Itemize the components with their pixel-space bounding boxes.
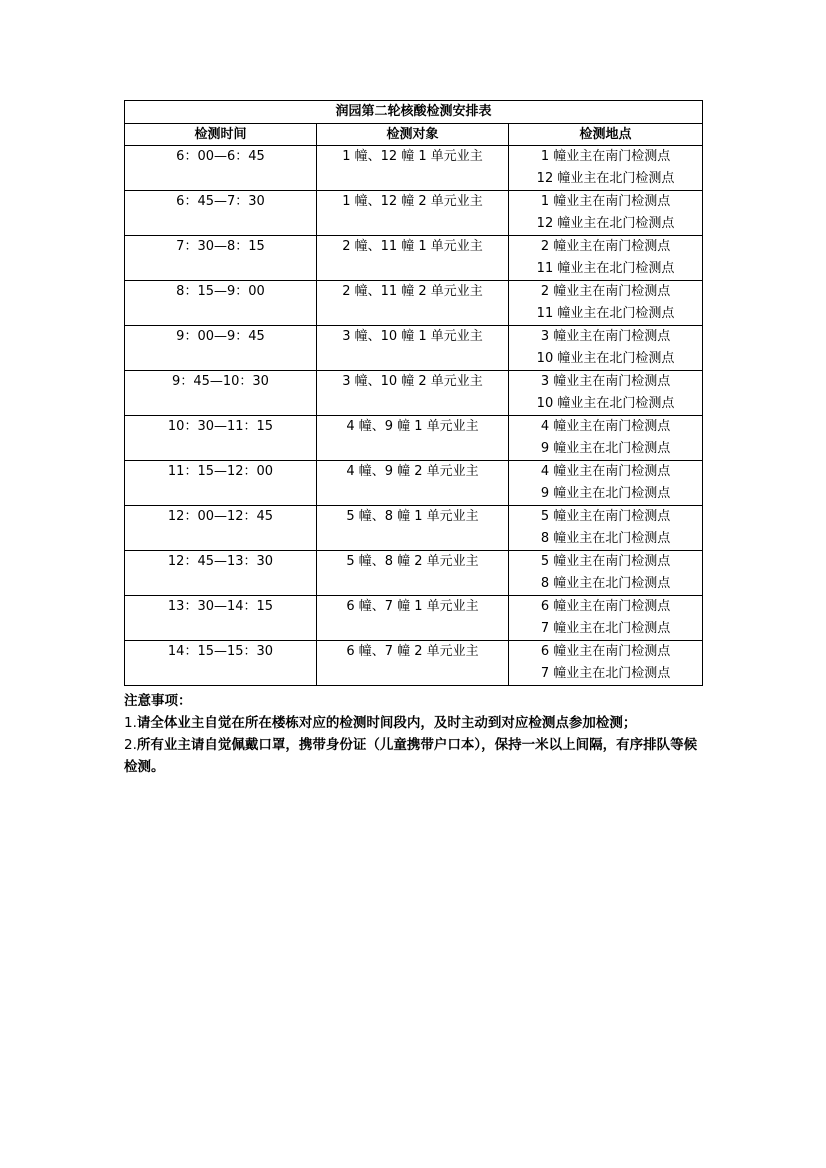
cell-time [125,371,317,416]
note-item-2 [124,734,702,778]
time-range: 9：00—9：45 [176,329,265,344]
target-group: 1 幢、12 幢 1 单元业主 [342,149,483,164]
time-range: 11：15—12：00 [167,464,274,479]
cell-location [509,506,703,551]
time-range: 6：45—7：30 [176,194,265,209]
table-row [125,506,703,551]
cell-location [509,416,703,461]
schedule-table [124,100,703,686]
location-south-gate: 5 幢业主在南门检测点 [540,509,671,524]
cell-time [125,281,317,326]
target-group: 4 幢、9 幢 1 单元业主 [346,419,479,434]
cell-time [125,506,317,551]
table-row [125,371,703,416]
table-row [125,326,703,371]
table-row [125,236,703,281]
location-south-gate: 6 幢业主在南门检测点 [540,644,671,659]
note-text: 请全体业主自觉在所在楼栋对应的检测时间段内，及时主动到对应检测点参加检测； [136,715,637,731]
time-range: 14：15—15：30 [167,644,274,659]
location-south-gate: 6 幢业主在南门检测点 [540,599,671,614]
note-item-1 [124,712,702,734]
cell-location [509,281,703,326]
time-range: 9：45—10：30 [172,374,269,389]
cell-location [509,641,703,686]
table-row [125,641,703,686]
table-row [125,281,703,326]
location-south-gate: 3 幢业主在南门检测点 [540,329,671,344]
cell-target [317,596,509,641]
note-text: 所有业主请自觉佩戴口罩，携带身份证（儿童携带户口本），保持一米以上间隔，有序排队等候检测。 [124,737,698,775]
location-north-gate: 9 幢业主在北门检测点 [540,486,671,501]
time-range: 12：00—12：45 [167,509,274,524]
cell-target [317,461,509,506]
location-south-gate: 4 幢业主在南门检测点 [540,419,671,434]
location-north-gate: 12 幢业主在北门检测点 [536,171,675,186]
table-row [125,596,703,641]
table-row [125,551,703,596]
location-north-gate: 10 幢业主在北门检测点 [536,396,675,411]
location-north-gate: 12 幢业主在北门检测点 [536,216,675,231]
target-group: 6 幢、7 幢 2 单元业主 [346,644,479,659]
time-range: 10：30—11：15 [167,419,274,434]
notes-section [124,690,702,778]
cell-target [317,551,509,596]
cell-target [317,281,509,326]
location-south-gate: 1 幢业主在南门检测点 [540,149,671,164]
location-south-gate: 1 幢业主在南门检测点 [540,194,671,209]
cell-location [509,326,703,371]
location-north-gate: 10 幢业主在北门检测点 [536,351,675,366]
cell-location [509,371,703,416]
header-location: 检测地点 [509,124,703,146]
header-target: 检测对象 [317,124,509,146]
cell-time [125,641,317,686]
location-south-gate: 4 幢业主在南门检测点 [540,464,671,479]
location-north-gate: 8 幢业主在北门检测点 [540,576,671,591]
cell-time [125,191,317,236]
location-north-gate: 9 幢业主在北门检测点 [540,441,671,456]
cell-location [509,146,703,191]
location-south-gate: 2 幢业主在南门检测点 [540,239,671,254]
note-number: 1. [124,715,137,731]
cell-time [125,236,317,281]
cell-time [125,326,317,371]
document-page [124,100,702,778]
location-north-gate: 7 幢业主在北门检测点 [540,666,671,681]
cell-time [125,146,317,191]
location-north-gate: 7 幢业主在北门检测点 [540,621,671,636]
table-row [125,146,703,191]
cell-time [125,596,317,641]
location-south-gate: 3 幢业主在南门检测点 [540,374,671,389]
table-row [125,461,703,506]
target-group: 3 幢、10 幢 1 单元业主 [342,329,483,344]
target-group: 6 幢、7 幢 1 单元业主 [346,599,479,614]
target-group: 3 幢、10 幢 2 单元业主 [342,374,483,389]
cell-target [317,326,509,371]
table-row [125,191,703,236]
table-header-row [125,124,703,146]
cell-time [125,416,317,461]
cell-target [317,416,509,461]
target-group: 2 幢、11 幢 1 单元业主 [342,239,483,254]
location-south-gate: 5 幢业主在南门检测点 [540,554,671,569]
target-group: 1 幢、12 幢 2 单元业主 [342,194,483,209]
table-body [125,146,703,686]
time-range: 8：15—9：00 [176,284,265,299]
time-range: 12：45—13：30 [167,554,274,569]
cell-target [317,506,509,551]
target-group: 4 幢、9 幢 2 单元业主 [346,464,479,479]
cell-time [125,551,317,596]
notes-heading: 注意事项： [124,693,192,709]
cell-target [317,191,509,236]
cell-location [509,596,703,641]
target-group: 5 幢、8 幢 2 单元业主 [346,554,479,569]
note-number: 2. [124,737,137,753]
time-range: 13：30—14：15 [167,599,274,614]
location-north-gate: 11 幢业主在北门检测点 [536,306,675,321]
cell-location [509,236,703,281]
cell-target [317,146,509,191]
location-north-gate: 11 幢业主在北门检测点 [536,261,675,276]
time-range: 6：00—6：45 [176,149,265,164]
cell-target [317,641,509,686]
table-title: 润园第二轮核酸检测安排表 [125,101,703,124]
cell-time [125,461,317,506]
location-north-gate: 8 幢业主在北门检测点 [540,531,671,546]
table-row [125,416,703,461]
cell-location [509,551,703,596]
cell-target [317,236,509,281]
table-title-row [125,101,703,124]
header-time: 检测时间 [125,124,317,146]
target-group: 2 幢、11 幢 2 单元业主 [342,284,483,299]
cell-location [509,191,703,236]
time-range: 7：30—8：15 [176,239,265,254]
target-group: 5 幢、8 幢 1 单元业主 [346,509,479,524]
cell-target [317,371,509,416]
location-south-gate: 2 幢业主在南门检测点 [540,284,671,299]
cell-location [509,461,703,506]
